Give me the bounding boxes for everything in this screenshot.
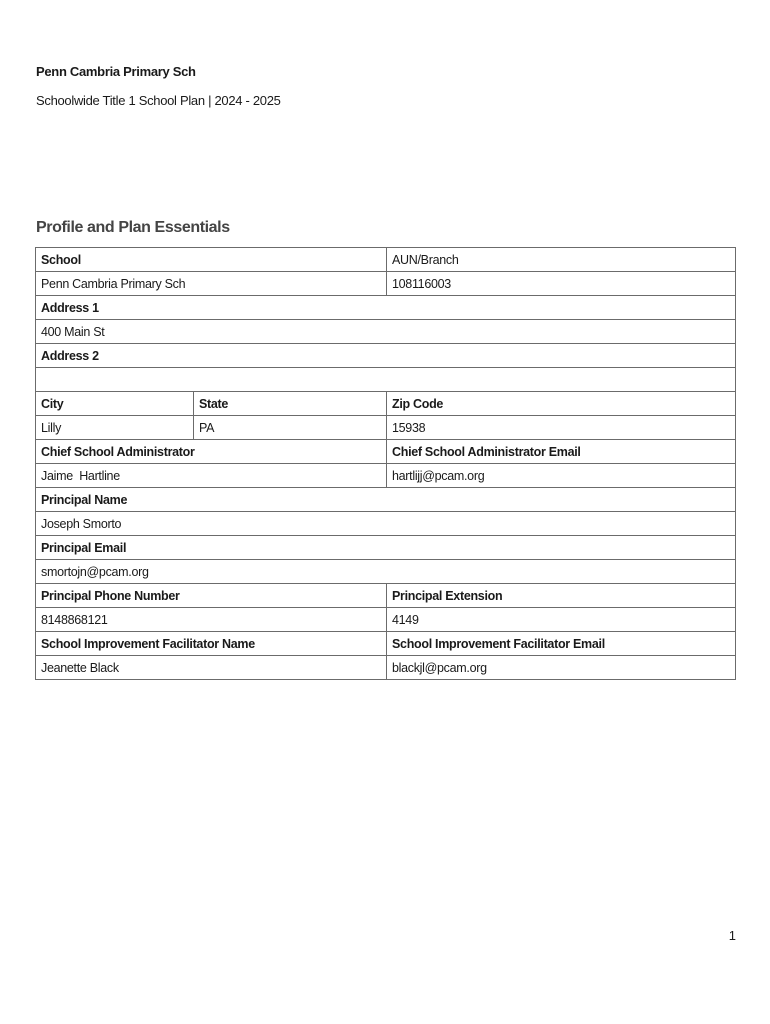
csa-label: Chief School Administrator (36, 440, 387, 464)
table-row (36, 368, 736, 392)
table-row (36, 560, 736, 584)
table-row (36, 488, 736, 512)
profile-essentials-table (35, 247, 736, 680)
principal-email-label: Principal Email (36, 536, 736, 560)
page-number: 1 (728, 928, 736, 943)
address1-label: Address 1 (36, 296, 736, 320)
principal-name-label: Principal Name (36, 488, 736, 512)
table-row (36, 632, 736, 656)
table-row (36, 656, 736, 680)
state-label: State (194, 392, 387, 416)
csa-email-value: hartlijj@pcam.org (387, 464, 736, 488)
header-school-name: Penn Cambria Primary Sch (36, 64, 196, 79)
state-value: PA (194, 416, 387, 440)
zip-label: Zip Code (387, 392, 736, 416)
table-row (36, 320, 736, 344)
address2-label: Address 2 (36, 344, 736, 368)
csa-email-label: Chief School Administrator Email (387, 440, 736, 464)
sif-name-value: Jeanette Black (36, 656, 387, 680)
zip-value: 15938 (387, 416, 736, 440)
table-row (36, 536, 736, 560)
table-row (36, 512, 736, 536)
principal-ext-value: 4149 (387, 608, 736, 632)
table-row (36, 416, 736, 440)
school-label: School (36, 248, 387, 272)
principal-email-value: smortojn@pcam.org (36, 560, 736, 584)
table-row (36, 608, 736, 632)
table-row (36, 464, 736, 488)
header-plan-title: Schoolwide Title 1 School Plan | 2024 - 2025 (36, 93, 281, 108)
principal-phone-label: Principal Phone Number (36, 584, 387, 608)
address1-value: 400 Main St (36, 320, 736, 344)
aun-value: 108116003 (387, 272, 736, 296)
sif-email-value: blackjl@pcam.org (387, 656, 736, 680)
table-row (36, 584, 736, 608)
address2-value (36, 368, 736, 392)
table-row (36, 440, 736, 464)
aun-label: AUN/Branch (387, 248, 736, 272)
table-row (36, 296, 736, 320)
principal-ext-label: Principal Extension (387, 584, 736, 608)
principal-name-value: Joseph Smorto (36, 512, 736, 536)
sif-name-label: School Improvement Facilitator Name (36, 632, 387, 656)
principal-phone-value: 8148868121 (36, 608, 387, 632)
table-row (36, 272, 736, 296)
city-label: City (36, 392, 194, 416)
city-value: Lilly (36, 416, 194, 440)
table-row (36, 344, 736, 368)
sif-email-label: School Improvement Facilitator Email (387, 632, 736, 656)
csa-value: Jaime Hartline (36, 464, 387, 488)
table-row (36, 248, 736, 272)
school-value: Penn Cambria Primary Sch (36, 272, 387, 296)
section-title: Profile and Plan Essentials (36, 219, 230, 236)
table-row (36, 392, 736, 416)
